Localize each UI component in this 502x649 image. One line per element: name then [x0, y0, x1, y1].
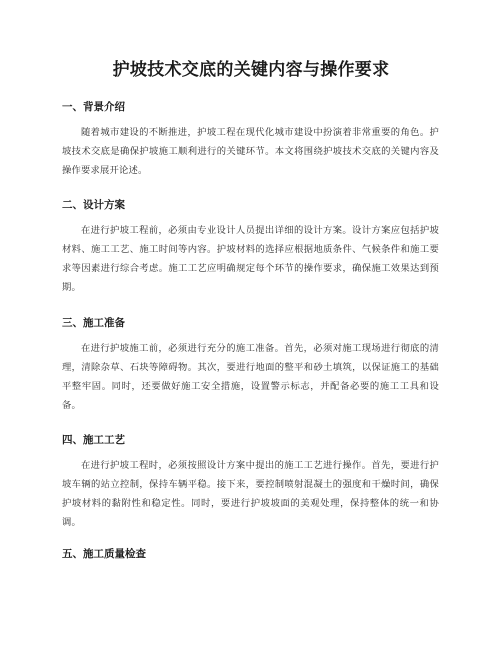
section-paragraph: 在进行护坡工程前，必须由专业设计人员提出详细的设计方案。设计方案应包括护坡材料、施工工艺、施工时间等内容。护坡材料的选择应根据地质条件、气候条件和施工要求等因素进行综合考虑。施工工艺应明确规定每个环节的操作要求，确保施工效果达到预期。 [62, 225, 439, 293]
section-heading: 五、施工质量检查 [62, 548, 146, 560]
section-background [62, 100, 439, 180]
section-design-plan [62, 198, 439, 297]
section-heading: 四、施工工艺 [62, 434, 125, 446]
section-paragraph: 在进行护坡施工前，必须进行充分的施工准备。首先，必须对施工现场进行彻底的清理，清除杂草、石块等障碍物。其次，要进行地面的整平和砂土填筑，以保证施工的基础平整牢固。同时，还要做好施工安全措施，设置警示标志，并配备必要的施工工具和设备。 [62, 343, 439, 411]
section-construction-preparation [62, 316, 439, 415]
section-heading: 三、施工准备 [62, 317, 125, 329]
section-construction-process [62, 433, 439, 532]
section-paragraph: 随着城市建设的不断推进，护坡工程在现代化城市建设中扮演着非常重要的角色。护坡技术交底是确保护坡施工顺利进行的关键环节。本文将围绕护坡技术交底的关键内容及操作要求展开论述。 [62, 127, 439, 176]
document-title: 护坡技术交底的关键内容与操作要求 [112, 60, 390, 80]
section-heading: 一、背景介绍 [62, 101, 125, 113]
section-paragraph: 在进行护坡工程时，必须按照设计方案中提出的施工工艺进行操作。首先，要进行护坡车辆的站立控制，保持车辆平稳。接下来，要控制喷射混凝土的强度和干燥时间，确保护坡材料的黏附性和稳定性。同时，要进行护坡坡面的美观处理，保持整体的统一和协调。 [62, 460, 439, 528]
section-heading: 二、设计方案 [62, 199, 125, 211]
section-quality-inspection [62, 547, 439, 570]
